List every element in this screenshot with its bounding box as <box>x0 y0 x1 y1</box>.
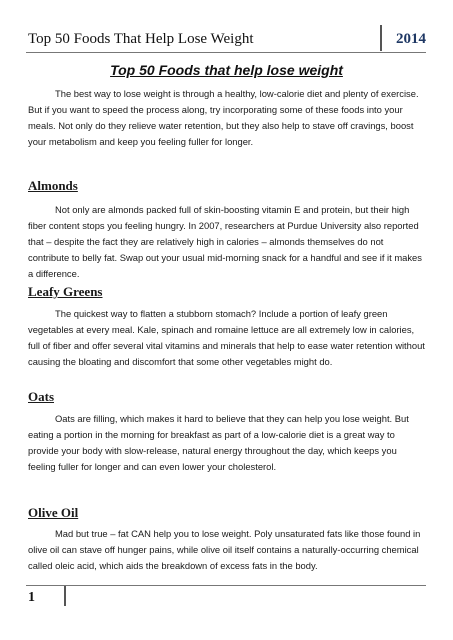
section-body-almonds: Not only are almonds packed full of skin-boosting vitamin E and protein, but their high fiber content stops you feeling hungry. In 2007, researchers at Purdue University also reported that – despite the fact they are relatively high in calories – almonds themselves do not contribute to belly fat. Swap out your usual mid-morning snack for a handful and see if it makes a difference. <box>28 204 422 279</box>
intro-paragraph: The best way to lose weight is through a healthy, low-calorie diet and plenty of exercise. But if you want to speed the process along, try incorporating some of these foods into your meals. Not only do they relieve water retention, but they also help to stave off cravings, boost your metabolism and keep you feeling fuller for longer. <box>28 88 419 147</box>
section-body-oats: Oats are filling, which makes it hard to believe that they can help you lose weight. But eating a portion in the morning for breakfast as part of a low-calorie diet is a great way to provide your body with slow-release, natural energy throughout the day, which keeps you feeling fuller for longer and can even lower your cholesterol. <box>28 413 409 472</box>
header-divider <box>380 25 382 51</box>
running-header-title: Top 50 Foods That Help Lose Weight <box>28 31 254 47</box>
document-title: Top 50 Foods that help lose weight <box>110 62 343 78</box>
footer-divider <box>64 586 66 606</box>
section-heading-olive-oil: Olive Oil <box>28 505 79 520</box>
section-body-olive-oil: Mad but true – fat CAN help you to lose weight. Poly unsaturated fats like those found in olive oil can stave off hunger pains, while olive oil itself contains a naturally-occurring chemical called oleic acid, which aids the breakdown of excess fats in the body. <box>28 528 421 571</box>
section-heading-leafy-greens: Leafy Greens <box>28 284 103 299</box>
section-body-leafy-greens: The quickest way to flatten a stubborn stomach? Include a portion of leafy green vegetables at every meal. Kale, spinach and romaine lettuce are all extremely low in calories, full of fiber and offer several vital vitamins and minerals that help to ease water retention without causing the bloating and discomfort that some other vegetables might do. <box>28 308 425 367</box>
section-heading-oats: Oats <box>28 389 54 404</box>
running-header-year: 2014 <box>396 31 426 47</box>
footer-rule <box>26 585 426 586</box>
section-heading-almonds: Almonds <box>28 178 78 193</box>
page-number: 1 <box>28 590 35 605</box>
header-rule <box>26 52 426 53</box>
